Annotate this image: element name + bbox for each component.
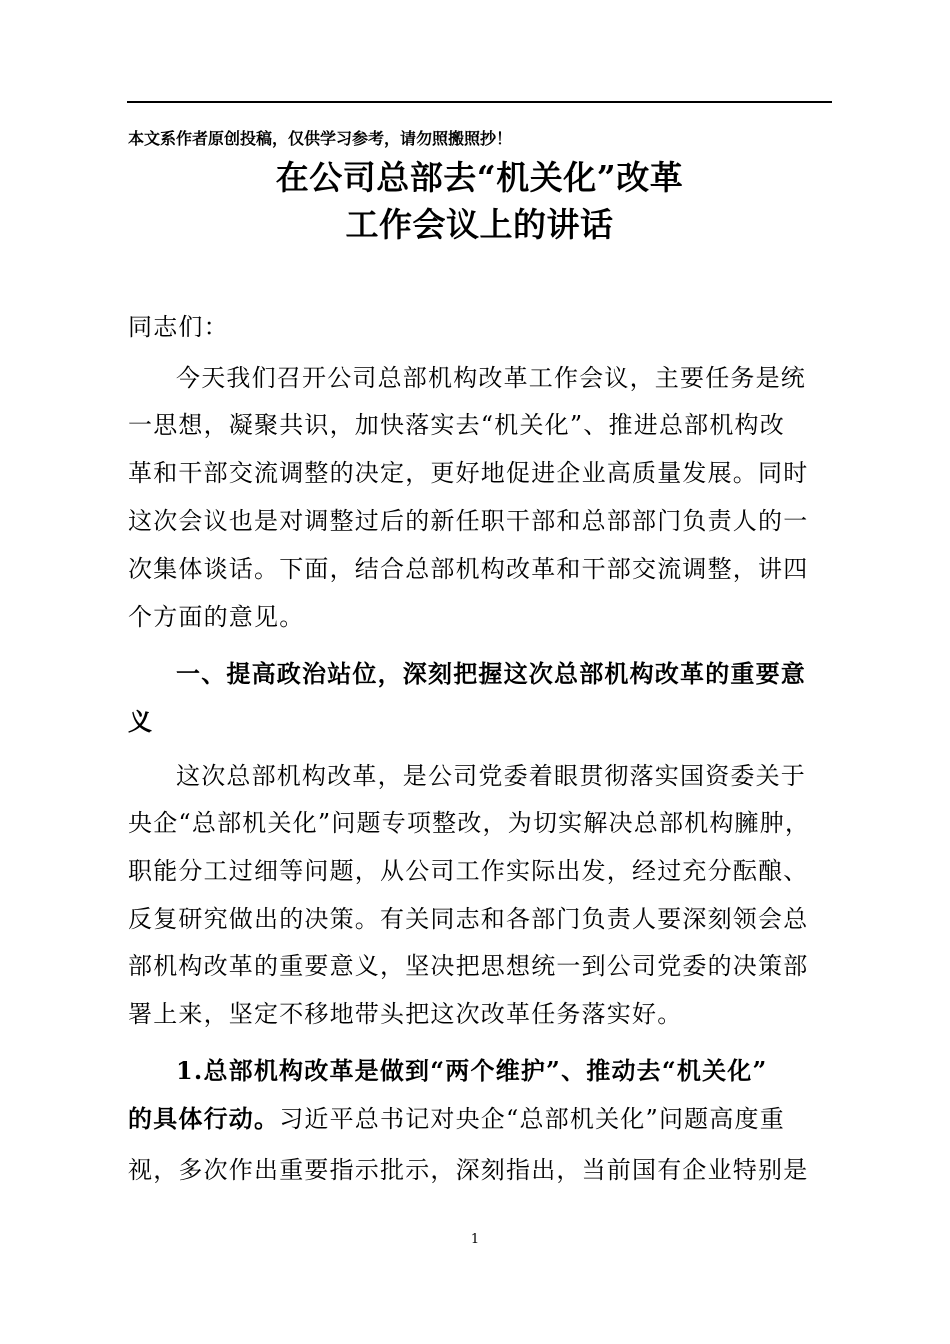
intro-line: 一思想，凝聚共识，加快落实去“机关化”、推进总部机构改 <box>128 411 785 439</box>
section-paragraph-line: 反复研究做出的决策。有关同志和各部门负责人要深刻领会总 <box>128 905 809 933</box>
point-heading: 1.总部机构改革是做到“两个维护”、推动去“机关化” <box>176 1056 768 1085</box>
section-heading: 一、提高政治站位，深刻把握这次总部机构改革的重要意 <box>176 659 806 688</box>
intro-line: 这次会议也是对调整过后的新任职干部和总部部门负责人的一 <box>128 507 809 535</box>
greeting: 同志们： <box>128 313 229 341</box>
intro-line: 今天我们召开公司总部机构改革工作会议，主要任务是统 <box>176 364 806 392</box>
point-line <box>128 1104 785 1134</box>
document-title-line-2: 工作会议上的讲话 <box>345 205 614 244</box>
page-number: 1 <box>470 1232 480 1247</box>
section-paragraph-line: 署上来，坚定不移地带头把这次改革任务落实好。 <box>128 1000 683 1028</box>
intro-line: 个方面的意见。 <box>128 603 305 631</box>
point-heading-tail: 的具体行动。 <box>128 1104 280 1133</box>
section-paragraph-line: 部机构改革的重要意义，坚决把思想统一到公司党委的决策部 <box>128 952 809 980</box>
document-title-line-1: 在公司总部去“机关化”改革 <box>275 158 684 197</box>
section-paragraph-line: 这次总部机构改革，是公司党委着眼贯彻落实国资委关于 <box>176 762 806 790</box>
copyright-notice: 本文系作者原创投稿，仅供学习参考，请勿照搬照抄！ <box>128 129 513 148</box>
header-rule <box>127 101 832 103</box>
point-line: 视，多次作出重要指示批示，深刻指出，当前国有企业特别是 <box>128 1156 809 1184</box>
section-paragraph-line: 央企“总部机关化”问题专项整改，为切实解决总部机构臃肿， <box>128 809 811 837</box>
intro-line: 革和干部交流调整的决定，更好地促进企业高质量发展。同时 <box>128 459 809 487</box>
point-text: 习近平总书记对央企“总部机关化”问题高度重 <box>279 1105 785 1133</box>
section-paragraph-line: 职能分工过细等问题，从公司工作实际出发，经过充分酝酿、 <box>128 857 809 885</box>
intro-line: 次集体谈话。下面，结合总部机构改革和干部交流调整，讲四 <box>128 555 809 583</box>
section-heading: 义 <box>128 707 154 736</box>
